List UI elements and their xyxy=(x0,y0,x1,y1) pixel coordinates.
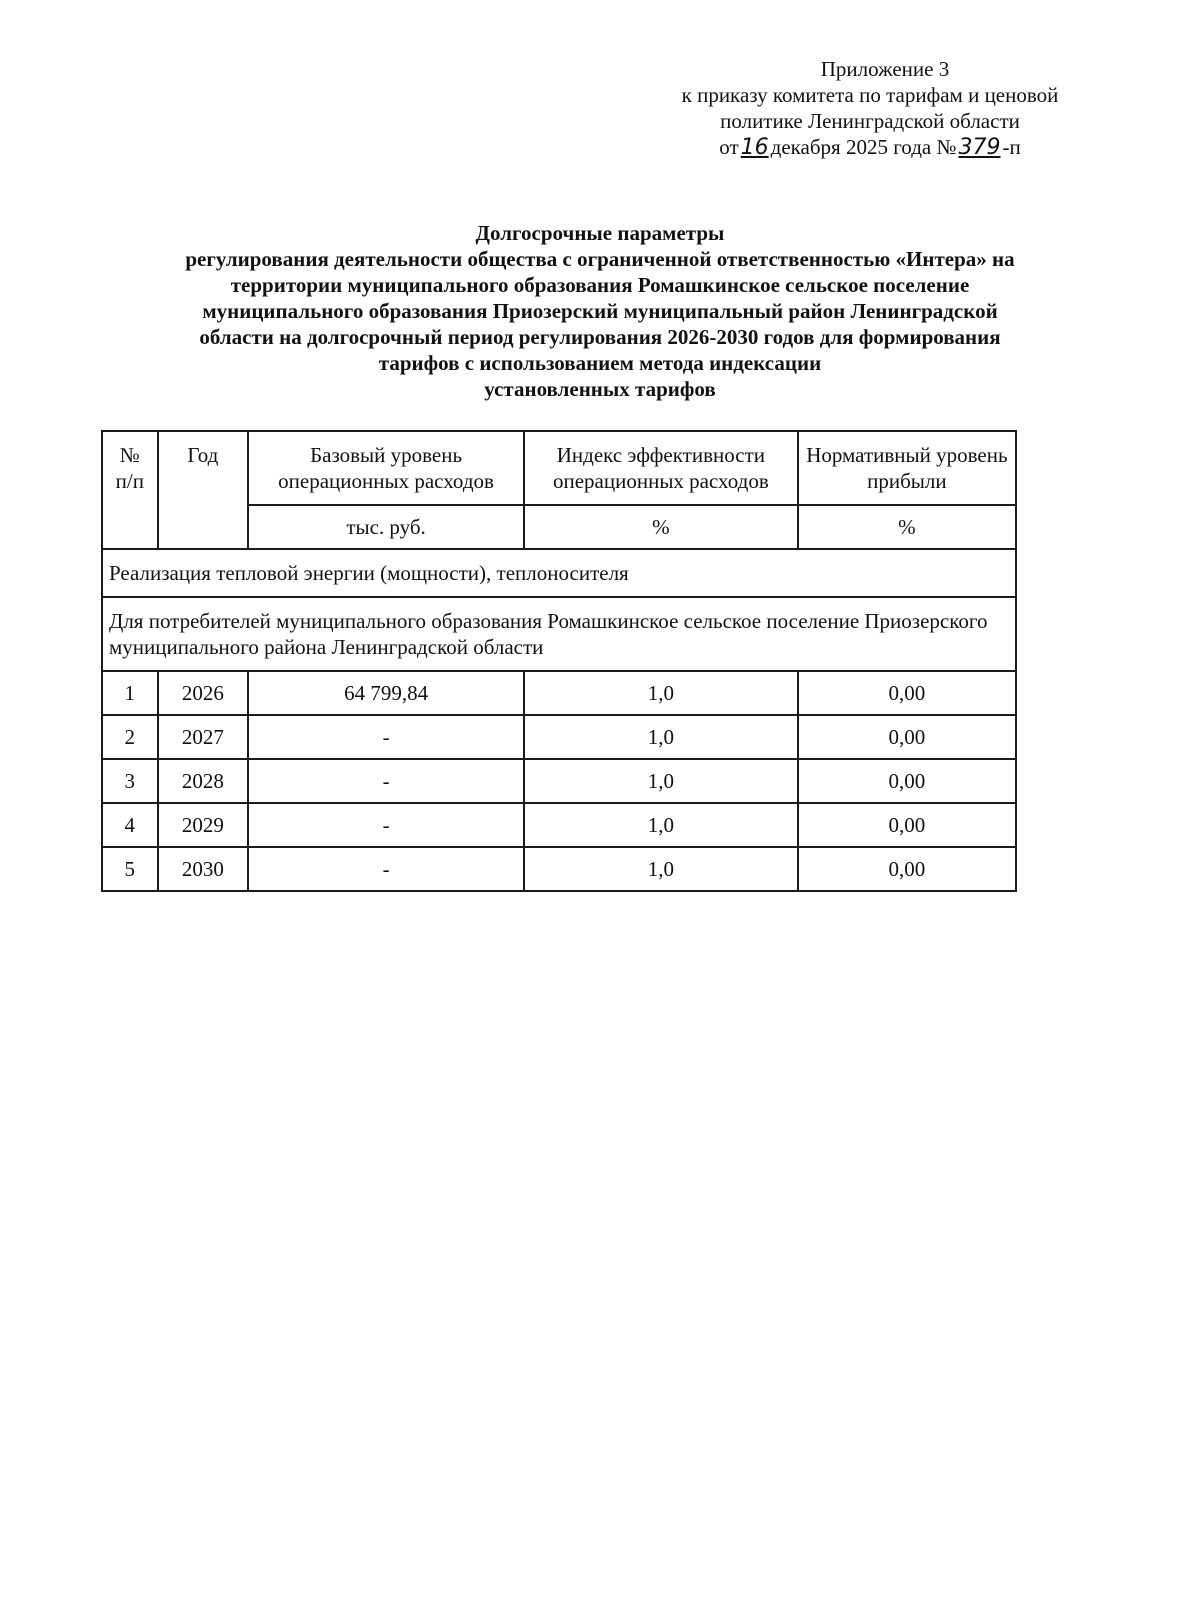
appendix-header xyxy=(620,56,1120,161)
cell-year: 2030 xyxy=(158,847,249,891)
title-line: тарифов с использованием метода индексации xyxy=(378,351,822,375)
table-row xyxy=(102,803,1016,847)
order-suffix: -п xyxy=(1002,135,1021,159)
cell-base-opex: - xyxy=(248,759,524,803)
table-row xyxy=(102,715,1016,759)
unit-base-opex: тыс. руб. xyxy=(248,505,524,549)
subsection-row xyxy=(102,597,1016,671)
appendix-title: Приложение 3 xyxy=(820,57,950,81)
cell-num: 3 xyxy=(102,759,158,803)
header-num: № п/п xyxy=(102,431,158,549)
cell-profit-level: 0,00 xyxy=(798,671,1016,715)
appendix-committee: политике Ленинградской области xyxy=(720,109,1020,133)
cell-num: 4 xyxy=(102,803,158,847)
header-efficiency-index: Индекс эффективности операционных расходов xyxy=(524,431,798,505)
date-middle: декабря 2025 года № xyxy=(770,135,957,159)
title-line: территории муниципального образования Ромашкинское сельское поселение xyxy=(230,273,970,297)
title-line: Долгосрочные параметры xyxy=(475,221,725,245)
appendix-order-ref: к приказу комитета по тарифам и ценовой xyxy=(681,83,1059,107)
cell-base-opex: - xyxy=(248,803,524,847)
cell-num: 1 xyxy=(102,671,158,715)
cell-efficiency-index: 1,0 xyxy=(524,803,798,847)
cell-profit-level: 0,00 xyxy=(798,803,1016,847)
cell-year: 2028 xyxy=(158,759,249,803)
table-row xyxy=(102,847,1016,891)
cell-efficiency-index: 1,0 xyxy=(524,847,798,891)
document-title xyxy=(100,220,1100,402)
handwritten-day: 16 xyxy=(740,135,769,160)
header-year: Год xyxy=(158,431,249,549)
cell-base-opex: - xyxy=(248,715,524,759)
title-line: установленных тарифов xyxy=(484,377,716,401)
handwritten-order-number: 379 xyxy=(958,135,1001,160)
date-prefix: от xyxy=(719,135,739,159)
cell-efficiency-index: 1,0 xyxy=(524,715,798,759)
cell-year: 2026 xyxy=(158,671,249,715)
cell-base-opex: - xyxy=(248,847,524,891)
table-row xyxy=(102,759,1016,803)
unit-efficiency-index: % xyxy=(524,505,798,549)
parameters-table xyxy=(101,430,1017,892)
table-header-row xyxy=(102,431,1016,505)
subsection-title: Для потребителей муниципального образования Ромашкинское сельское поселение Приозерского муниципального района Ленинградской области xyxy=(102,597,1016,671)
cell-efficiency-index: 1,0 xyxy=(524,759,798,803)
cell-year: 2029 xyxy=(158,803,249,847)
table-row xyxy=(102,671,1016,715)
cell-year: 2027 xyxy=(158,715,249,759)
title-line: муниципального образования Приозерский муниципальный район Ленинградской xyxy=(202,299,998,323)
cell-num: 5 xyxy=(102,847,158,891)
section-title: Реализация тепловой энергии (мощности), теплоносителя xyxy=(102,549,1016,597)
cell-profit-level: 0,00 xyxy=(798,759,1016,803)
header-base-opex: Базовый уровень операционных расходов xyxy=(248,431,524,505)
appendix-date-line xyxy=(620,134,1120,161)
cell-profit-level: 0,00 xyxy=(798,715,1016,759)
unit-profit-level: % xyxy=(798,505,1016,549)
cell-efficiency-index: 1,0 xyxy=(524,671,798,715)
title-line: области на долгосрочный период регулирования 2026-2030 годов для формирования xyxy=(199,325,1001,349)
header-profit-level: Нормативный уровень прибыли xyxy=(798,431,1016,505)
title-line: регулирования деятельности общества с ограниченной ответственностью «Интера» на xyxy=(185,247,1015,271)
cell-num: 2 xyxy=(102,715,158,759)
section-row xyxy=(102,549,1016,597)
cell-base-opex: 64 799,84 xyxy=(248,671,524,715)
cell-profit-level: 0,00 xyxy=(798,847,1016,891)
